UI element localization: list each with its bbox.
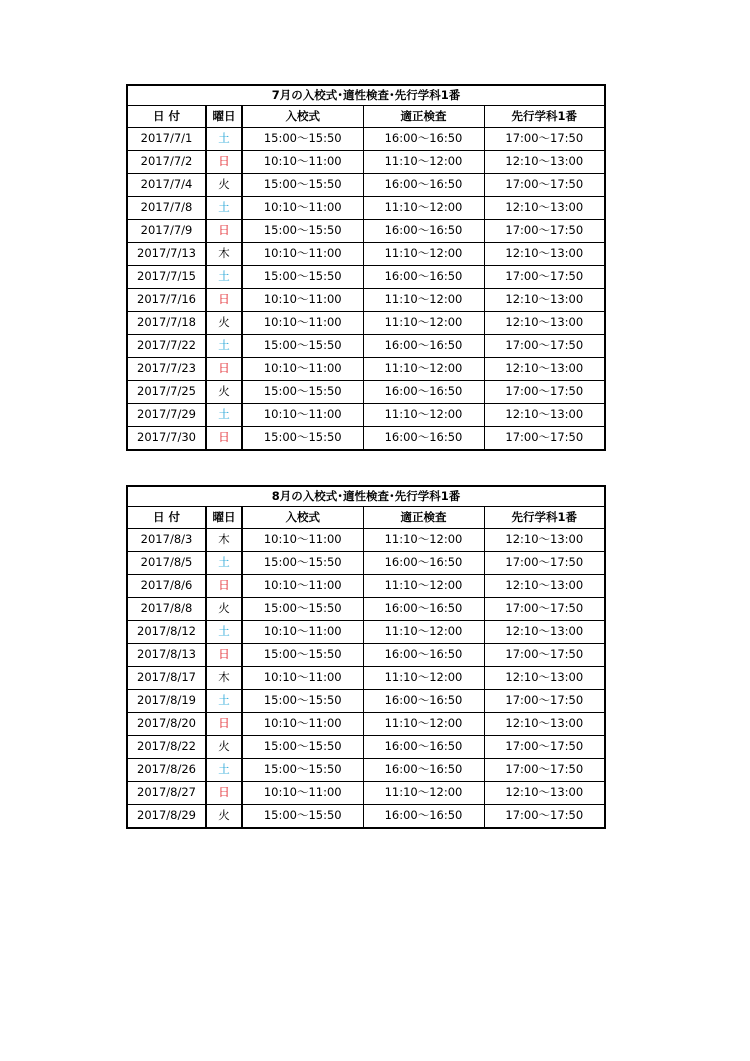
header-date: 日 付: [127, 106, 206, 128]
weekday-cell: 土: [206, 621, 242, 644]
weekday-cell: 日: [206, 358, 242, 381]
header-first-lecture: 先行学科1番: [484, 507, 605, 529]
aptitude-test-time-cell: 11:10～12:00: [363, 197, 484, 220]
date-cell: 2017/7/25: [127, 381, 206, 404]
first-lecture-time-cell: 17:00～17:50: [484, 759, 605, 782]
weekday-cell: 日: [206, 713, 242, 736]
table-row: [127, 335, 605, 358]
aptitude-test-time-cell: 11:10～12:00: [363, 713, 484, 736]
date-cell: 2017/8/19: [127, 690, 206, 713]
first-lecture-time-cell: 12:10～13:00: [484, 667, 605, 690]
table-row: [127, 174, 605, 197]
date-cell: 2017/7/2: [127, 151, 206, 174]
date-cell: 2017/8/22: [127, 736, 206, 759]
entrance-ceremony-time-cell: 15:00～15:50: [242, 644, 363, 667]
first-lecture-time-cell: 17:00～17:50: [484, 381, 605, 404]
table-row: [127, 713, 605, 736]
aptitude-test-time-cell: 11:10～12:00: [363, 782, 484, 805]
weekday-cell: 火: [206, 174, 242, 197]
weekday-cell: 土: [206, 404, 242, 427]
table-row: [127, 690, 605, 713]
entrance-ceremony-time-cell: 10:10～11:00: [242, 667, 363, 690]
date-cell: 2017/8/17: [127, 667, 206, 690]
aptitude-test-time-cell: 16:00～16:50: [363, 759, 484, 782]
entrance-ceremony-time-cell: 10:10～11:00: [242, 404, 363, 427]
aptitude-test-time-cell: 16:00～16:50: [363, 174, 484, 197]
table-row: [127, 128, 605, 151]
date-cell: 2017/7/30: [127, 427, 206, 451]
table-row: [127, 427, 605, 451]
aptitude-test-time-cell: 16:00～16:50: [363, 381, 484, 404]
weekday-cell: 日: [206, 151, 242, 174]
weekday-cell: 火: [206, 736, 242, 759]
aptitude-test-time-cell: 16:00～16:50: [363, 266, 484, 289]
table-row: [127, 667, 605, 690]
date-cell: 2017/8/29: [127, 805, 206, 829]
entrance-ceremony-time-cell: 10:10～11:00: [242, 197, 363, 220]
entrance-ceremony-time-cell: 10:10～11:00: [242, 151, 363, 174]
table-row: [127, 644, 605, 667]
weekday-cell: 木: [206, 667, 242, 690]
weekday-cell: 土: [206, 266, 242, 289]
weekday-cell: 木: [206, 529, 242, 552]
date-cell: 2017/8/3: [127, 529, 206, 552]
table-row: [127, 404, 605, 427]
table-row: [127, 529, 605, 552]
date-cell: 2017/7/8: [127, 197, 206, 220]
table-row: [127, 358, 605, 381]
first-lecture-time-cell: 12:10～13:00: [484, 713, 605, 736]
weekday-cell: 火: [206, 312, 242, 335]
header-weekday: 曜日: [206, 507, 242, 529]
aptitude-test-time-cell: 16:00～16:50: [363, 427, 484, 451]
aptitude-test-time-cell: 16:00～16:50: [363, 598, 484, 621]
aptitude-test-time-cell: 16:00～16:50: [363, 690, 484, 713]
first-lecture-time-cell: 12:10～13:00: [484, 312, 605, 335]
date-cell: 2017/8/20: [127, 713, 206, 736]
weekday-cell: 日: [206, 427, 242, 451]
weekday-cell: 日: [206, 289, 242, 312]
aptitude-test-time-cell: 11:10～12:00: [363, 312, 484, 335]
date-cell: 2017/8/26: [127, 759, 206, 782]
table-row: [127, 243, 605, 266]
schedule-table-august: [126, 485, 606, 829]
weekday-cell: 日: [206, 644, 242, 667]
aptitude-test-time-cell: 11:10～12:00: [363, 404, 484, 427]
first-lecture-time-cell: 12:10～13:00: [484, 197, 605, 220]
entrance-ceremony-time-cell: 15:00～15:50: [242, 427, 363, 451]
weekday-cell: 日: [206, 220, 242, 243]
weekday-cell: 日: [206, 782, 242, 805]
header-entrance-ceremony: 入校式: [242, 507, 363, 529]
entrance-ceremony-time-cell: 15:00～15:50: [242, 174, 363, 197]
table-row: [127, 736, 605, 759]
aptitude-test-time-cell: 11:10～12:00: [363, 289, 484, 312]
aptitude-test-time-cell: 11:10～12:00: [363, 243, 484, 266]
aptitude-test-time-cell: 16:00～16:50: [363, 805, 484, 829]
entrance-ceremony-time-cell: 15:00～15:50: [242, 335, 363, 358]
header-date: 日 付: [127, 507, 206, 529]
entrance-ceremony-time-cell: 10:10～11:00: [242, 312, 363, 335]
aptitude-test-time-cell: 16:00～16:50: [363, 220, 484, 243]
first-lecture-time-cell: 12:10～13:00: [484, 621, 605, 644]
table-row: [127, 197, 605, 220]
date-cell: 2017/8/5: [127, 552, 206, 575]
aptitude-test-time-cell: 11:10～12:00: [363, 529, 484, 552]
schedule-table-july: [126, 84, 606, 451]
first-lecture-time-cell: 12:10～13:00: [484, 289, 605, 312]
first-lecture-time-cell: 17:00～17:50: [484, 805, 605, 829]
table-row: [127, 598, 605, 621]
table-body: [127, 128, 605, 451]
aptitude-test-time-cell: 16:00～16:50: [363, 736, 484, 759]
entrance-ceremony-time-cell: 10:10～11:00: [242, 575, 363, 598]
first-lecture-time-cell: 17:00～17:50: [484, 266, 605, 289]
weekday-cell: 火: [206, 805, 242, 829]
entrance-ceremony-time-cell: 10:10～11:00: [242, 713, 363, 736]
first-lecture-time-cell: 17:00～17:50: [484, 552, 605, 575]
date-cell: 2017/7/13: [127, 243, 206, 266]
date-cell: 2017/7/15: [127, 266, 206, 289]
date-cell: 2017/8/27: [127, 782, 206, 805]
date-cell: 2017/7/4: [127, 174, 206, 197]
entrance-ceremony-time-cell: 15:00～15:50: [242, 759, 363, 782]
table-row: [127, 759, 605, 782]
entrance-ceremony-time-cell: 10:10～11:00: [242, 358, 363, 381]
entrance-ceremony-time-cell: 10:10～11:00: [242, 782, 363, 805]
header-aptitude-test: 適正検査: [363, 507, 484, 529]
weekday-cell: 土: [206, 552, 242, 575]
table-body: [127, 529, 605, 829]
aptitude-test-time-cell: 11:10～12:00: [363, 667, 484, 690]
table-row: [127, 805, 605, 829]
date-cell: 2017/7/9: [127, 220, 206, 243]
date-cell: 2017/7/23: [127, 358, 206, 381]
weekday-cell: 土: [206, 128, 242, 151]
aptitude-test-time-cell: 11:10～12:00: [363, 358, 484, 381]
aptitude-test-time-cell: 11:10～12:00: [363, 151, 484, 174]
weekday-cell: 火: [206, 598, 242, 621]
weekday-cell: 土: [206, 197, 242, 220]
entrance-ceremony-time-cell: 10:10～11:00: [242, 621, 363, 644]
entrance-ceremony-time-cell: 15:00～15:50: [242, 552, 363, 575]
date-cell: 2017/7/22: [127, 335, 206, 358]
weekday-cell: 火: [206, 381, 242, 404]
first-lecture-time-cell: 12:10～13:00: [484, 575, 605, 598]
weekday-cell: 土: [206, 759, 242, 782]
date-cell: 2017/7/16: [127, 289, 206, 312]
first-lecture-time-cell: 12:10～13:00: [484, 529, 605, 552]
table-row: [127, 312, 605, 335]
date-cell: 2017/7/18: [127, 312, 206, 335]
table-row: [127, 151, 605, 174]
entrance-ceremony-time-cell: 15:00～15:50: [242, 128, 363, 151]
aptitude-test-time-cell: 11:10～12:00: [363, 575, 484, 598]
entrance-ceremony-time-cell: 15:00～15:50: [242, 736, 363, 759]
weekday-cell: 木: [206, 243, 242, 266]
first-lecture-time-cell: 12:10～13:00: [484, 243, 605, 266]
weekday-cell: 土: [206, 690, 242, 713]
entrance-ceremony-time-cell: 15:00～15:50: [242, 690, 363, 713]
aptitude-test-time-cell: 16:00～16:50: [363, 644, 484, 667]
table-row: [127, 381, 605, 404]
first-lecture-time-cell: 12:10～13:00: [484, 151, 605, 174]
table-row: [127, 220, 605, 243]
first-lecture-time-cell: 17:00～17:50: [484, 736, 605, 759]
date-cell: 2017/8/13: [127, 644, 206, 667]
date-cell: 2017/8/6: [127, 575, 206, 598]
table-title: 8月の入校式･適性検査･先行学科1番: [127, 486, 605, 507]
header-first-lecture: 先行学科1番: [484, 106, 605, 128]
table-row: [127, 575, 605, 598]
first-lecture-time-cell: 17:00～17:50: [484, 335, 605, 358]
first-lecture-time-cell: 17:00～17:50: [484, 128, 605, 151]
aptitude-test-time-cell: 11:10～12:00: [363, 621, 484, 644]
header-aptitude-test: 適正検査: [363, 106, 484, 128]
entrance-ceremony-time-cell: 15:00～15:50: [242, 266, 363, 289]
aptitude-test-time-cell: 16:00～16:50: [363, 335, 484, 358]
first-lecture-time-cell: 12:10～13:00: [484, 404, 605, 427]
first-lecture-time-cell: 17:00～17:50: [484, 598, 605, 621]
table-title: 7月の入校式･適性検査･先行学科1番: [127, 85, 605, 106]
first-lecture-time-cell: 17:00～17:50: [484, 690, 605, 713]
table-row: [127, 266, 605, 289]
first-lecture-time-cell: 17:00～17:50: [484, 427, 605, 451]
date-cell: 2017/7/1: [127, 128, 206, 151]
weekday-cell: 土: [206, 335, 242, 358]
entrance-ceremony-time-cell: 10:10～11:00: [242, 529, 363, 552]
first-lecture-time-cell: 12:10～13:00: [484, 358, 605, 381]
entrance-ceremony-time-cell: 10:10～11:00: [242, 289, 363, 312]
entrance-ceremony-time-cell: 15:00～15:50: [242, 598, 363, 621]
entrance-ceremony-time-cell: 10:10～11:00: [242, 243, 363, 266]
weekday-cell: 日: [206, 575, 242, 598]
table-row: [127, 552, 605, 575]
date-cell: 2017/7/29: [127, 404, 206, 427]
date-cell: 2017/8/12: [127, 621, 206, 644]
date-cell: 2017/8/8: [127, 598, 206, 621]
aptitude-test-time-cell: 16:00～16:50: [363, 552, 484, 575]
first-lecture-time-cell: 12:10～13:00: [484, 782, 605, 805]
table-row: [127, 289, 605, 312]
entrance-ceremony-time-cell: 15:00～15:50: [242, 381, 363, 404]
header-weekday: 曜日: [206, 106, 242, 128]
header-entrance-ceremony: 入校式: [242, 106, 363, 128]
first-lecture-time-cell: 17:00～17:50: [484, 174, 605, 197]
table-row: [127, 621, 605, 644]
first-lecture-time-cell: 17:00～17:50: [484, 644, 605, 667]
entrance-ceremony-time-cell: 15:00～15:50: [242, 220, 363, 243]
entrance-ceremony-time-cell: 15:00～15:50: [242, 805, 363, 829]
table-row: [127, 782, 605, 805]
aptitude-test-time-cell: 16:00～16:50: [363, 128, 484, 151]
first-lecture-time-cell: 17:00～17:50: [484, 220, 605, 243]
